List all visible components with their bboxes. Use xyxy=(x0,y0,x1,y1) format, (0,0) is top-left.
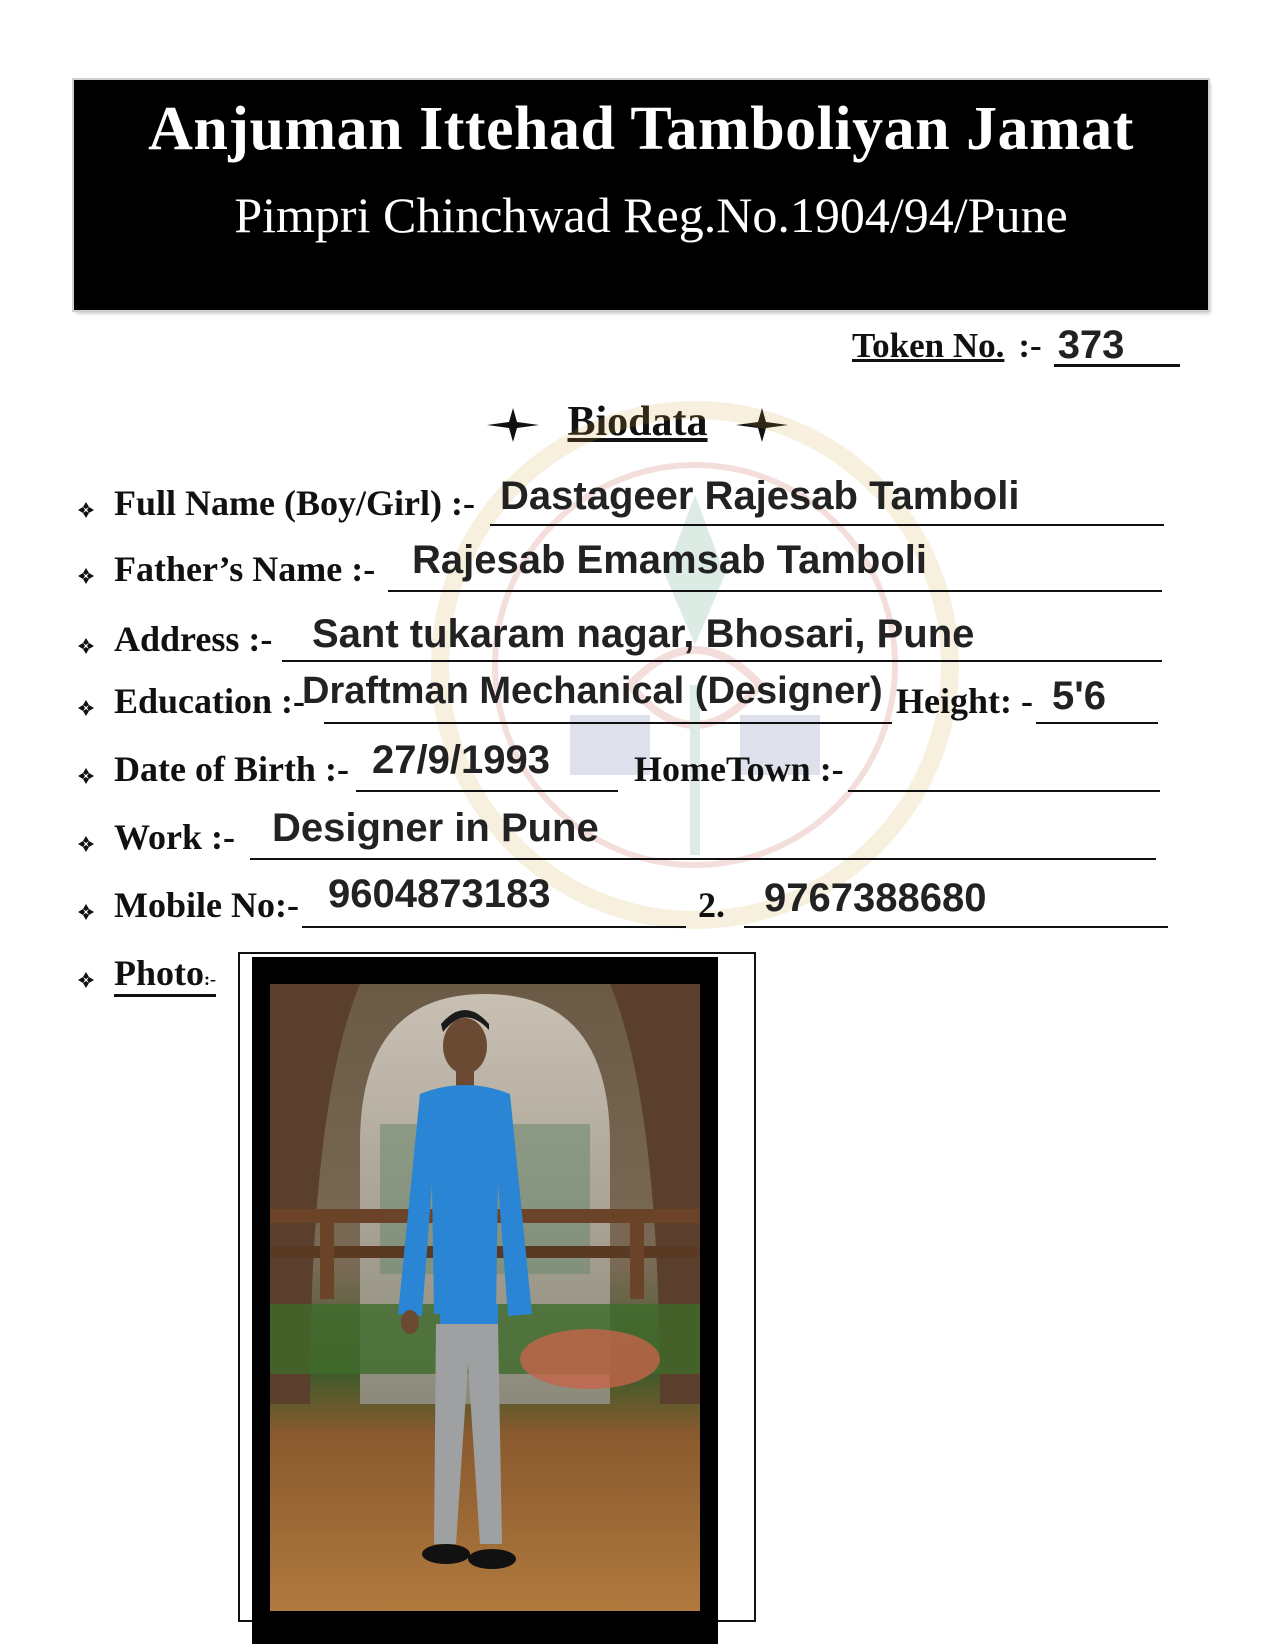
dob-underline xyxy=(356,790,618,792)
diamond-bullet-icon xyxy=(76,902,96,922)
address-underline xyxy=(282,660,1162,662)
mobile-value: 9604873183 xyxy=(328,872,551,916)
dob-value: 27/9/1993 xyxy=(372,738,550,782)
height-value: 5'6 xyxy=(1052,674,1107,718)
father-name-value: Rajesab Emamsab Tamboli xyxy=(412,538,927,582)
full-name-label: Full Name (Boy/Girl) :- xyxy=(114,483,475,523)
mobile-second-value: 9767388680 xyxy=(764,876,987,920)
education-label: Education :- xyxy=(114,681,306,721)
diamond-bullet-icon xyxy=(76,970,96,990)
full-name-value: Dastageer Rajesab Tamboli xyxy=(500,474,1020,518)
address-value: Sant tukaram nagar, Bhosari, Pune xyxy=(312,612,975,656)
field-full-name xyxy=(76,474,1196,542)
mobile-second-label: 2. xyxy=(698,885,725,925)
diamond-bullet-icon xyxy=(76,566,96,586)
field-dob xyxy=(76,738,1196,808)
education-underline xyxy=(324,722,892,724)
field-work xyxy=(76,806,1196,876)
field-mobile xyxy=(76,872,1196,944)
field-father-name xyxy=(76,538,1196,608)
mobile-underline xyxy=(302,926,686,928)
full-name-underline xyxy=(490,524,1164,526)
diamond-bullet-icon xyxy=(76,500,96,520)
token-label: Token No. xyxy=(852,326,1005,365)
mobile-label: Mobile No:- xyxy=(114,885,299,925)
diamond-bullet-icon xyxy=(76,766,96,786)
token-value: 373 xyxy=(1054,326,1180,367)
registration-line: Pimpri Chinchwad Reg.No.1904/94/Pune xyxy=(234,187,1068,243)
header-banner xyxy=(74,80,1208,310)
work-label: Work :- xyxy=(114,817,235,857)
height-underline xyxy=(1036,722,1158,724)
biodata-title-text: Biodata xyxy=(567,399,708,445)
education-value: Draftman Mechanical (Designer) xyxy=(302,670,883,712)
address-label: Address :- xyxy=(114,619,273,659)
token-separator: :- xyxy=(1018,326,1042,365)
height-label: Height: - xyxy=(896,681,1033,721)
field-address xyxy=(76,612,1196,678)
dob-label: Date of Birth :- xyxy=(114,749,349,789)
work-value: Designer in Pune xyxy=(272,806,599,850)
photo-label: Photo:- xyxy=(114,952,216,997)
work-underline xyxy=(250,858,1156,860)
diamond-bullet-icon xyxy=(76,834,96,854)
field-education xyxy=(76,670,1196,740)
father-name-underline xyxy=(388,590,1162,592)
token-number xyxy=(852,323,1125,367)
organization-name: Anjuman Ittehad Tamboliyan Jamat xyxy=(148,95,1134,163)
father-name-label: Father’s Name :- xyxy=(114,549,376,589)
hometown-underline xyxy=(848,790,1160,792)
portrait-photo xyxy=(270,984,700,1611)
mobile-second-underline xyxy=(744,926,1168,928)
diamond-bullet-icon xyxy=(76,636,96,656)
portrait-illustration xyxy=(270,984,700,1611)
diamond-bullet-icon xyxy=(76,698,96,718)
hometown-label: HomeTown :- xyxy=(634,749,844,789)
